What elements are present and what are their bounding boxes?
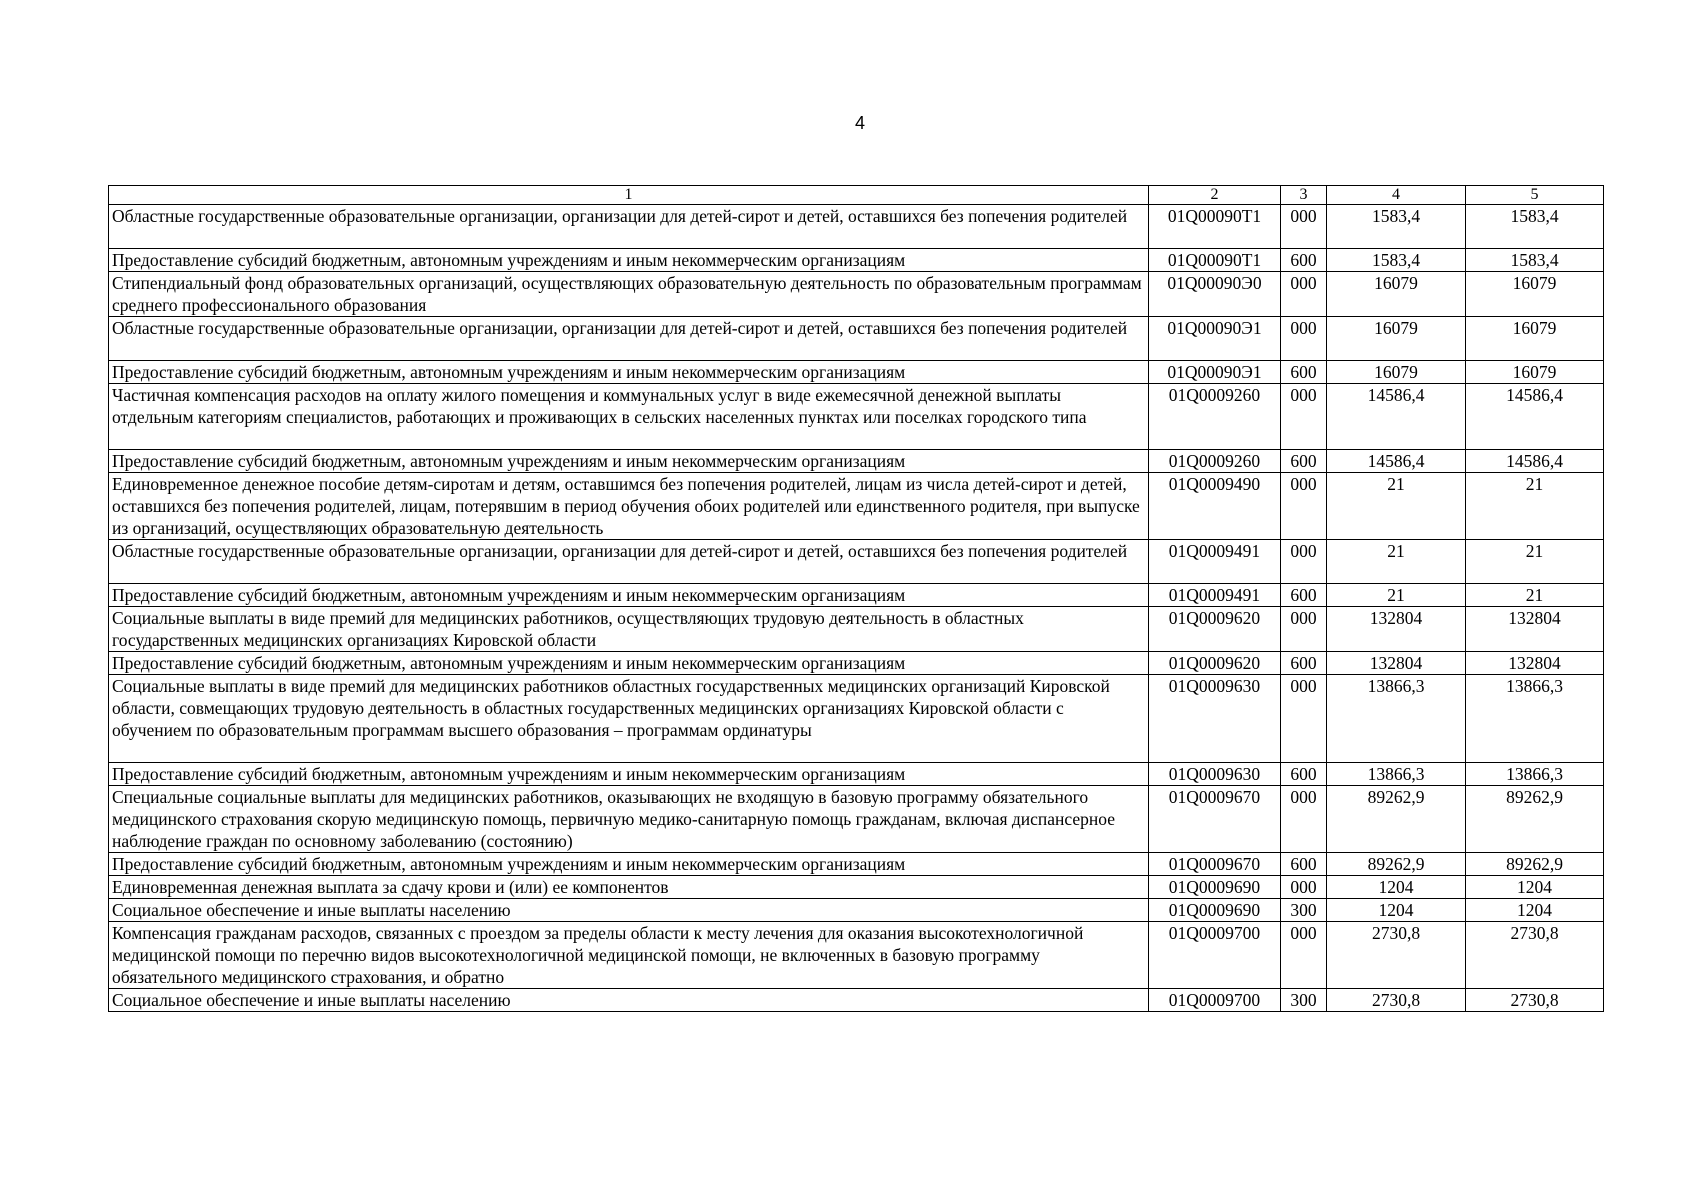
row-value-1: 132804 [1327,607,1466,652]
row-expense-type: 000 [1281,540,1327,584]
row-name: Специальные социальные выплаты для медицинских работников, оказывающих не входящую в базовую программу обязательного медицинского страхования скорую медицинскую помощь, первичную медико-санитарную помощь гражданам, включая диспансерное наблюдение граждан по основному заболеванию (состоянию) [109,786,1149,853]
row-value-2: 13866,3 [1466,675,1604,763]
table-row [109,853,1604,876]
table-row [109,876,1604,899]
row-value-1: 89262,9 [1327,786,1466,853]
row-expense-type: 600 [1281,249,1327,272]
row-code: 01Q0009670 [1149,786,1281,853]
row-name: Единовременная денежная выплата за сдачу крови и (или) ее компонентов [109,876,1149,899]
row-value-2: 21 [1466,584,1604,607]
row-code: 01Q0009630 [1149,675,1281,763]
row-name: Стипендиальный фонд образовательных организаций, осуществляющих образовательную деятельность по образовательным программам среднего профессионального образования [109,272,1149,317]
row-value-1: 13866,3 [1327,675,1466,763]
header-row [109,186,1604,205]
row-code: 01Q0009690 [1149,899,1281,922]
row-name: Социальное обеспечение и иные выплаты населению [109,989,1149,1012]
row-value-1: 1204 [1327,899,1466,922]
table-row [109,584,1604,607]
row-code: 01Q00090Э1 [1149,361,1281,384]
row-name: Предоставление субсидий бюджетным, автономным учреждениям и иным некоммерческим организациям [109,763,1149,786]
row-expense-type: 000 [1281,473,1327,540]
row-value-1: 132804 [1327,652,1466,675]
row-expense-type: 600 [1281,652,1327,675]
row-value-2: 1583,4 [1466,205,1604,249]
row-value-2: 16079 [1466,272,1604,317]
row-code: 01Q0009630 [1149,763,1281,786]
row-value-1: 1583,4 [1327,249,1466,272]
table-row [109,675,1604,763]
row-value-1: 89262,9 [1327,853,1466,876]
row-name: Единовременное денежное пособие детям-сиротам и детям, оставшимся без попечения родителей, лицам из числа детей-сирот и детей, оставшихся без попечения родителей, лицам, потерявшим в период обучения обоих родителей или единственного родителя, при выпуске из организаций, осуществляющих образовательную деятельность [109,473,1149,540]
row-code: 01Q00090T1 [1149,205,1281,249]
row-code: 01Q0009700 [1149,989,1281,1012]
header-col-1: 1 [109,186,1149,205]
row-value-2: 16079 [1466,317,1604,361]
row-expense-type: 000 [1281,272,1327,317]
row-name: Областные государственные образовательные организации, организации для детей-сирот и детей, оставшихся без попечения родителей [109,540,1149,584]
row-expense-type: 000 [1281,786,1327,853]
row-code: 01Q0009260 [1149,384,1281,450]
row-expense-type: 000 [1281,675,1327,763]
table-row [109,989,1604,1012]
row-value-1: 16079 [1327,361,1466,384]
row-value-1: 21 [1327,584,1466,607]
row-value-2: 2730,8 [1466,989,1604,1012]
row-expense-type: 000 [1281,607,1327,652]
row-code: 01Q00090Э1 [1149,317,1281,361]
table-row [109,205,1604,249]
row-value-1: 21 [1327,473,1466,540]
row-code: 01Q00090T1 [1149,249,1281,272]
row-expense-type: 300 [1281,899,1327,922]
table-row [109,922,1604,989]
row-code: 01Q0009260 [1149,450,1281,473]
row-value-1: 14586,4 [1327,450,1466,473]
row-name: Предоставление субсидий бюджетным, автономным учреждениям и иным некоммерческим организациям [109,249,1149,272]
row-expense-type: 000 [1281,317,1327,361]
row-code: 01Q0009490 [1149,473,1281,540]
row-name: Предоставление субсидий бюджетным, автономным учреждениям и иным некоммерческим организациям [109,450,1149,473]
row-code: 01Q0009491 [1149,540,1281,584]
header-col-2: 2 [1149,186,1281,205]
table-row [109,361,1604,384]
budget-table [108,185,1604,1012]
row-value-2: 16079 [1466,361,1604,384]
row-value-2: 21 [1466,473,1604,540]
row-expense-type: 000 [1281,205,1327,249]
table-row [109,473,1604,540]
row-name: Предоставление субсидий бюджетным, автономным учреждениям и иным некоммерческим организациям [109,361,1149,384]
row-expense-type: 000 [1281,922,1327,989]
row-expense-type: 600 [1281,361,1327,384]
row-expense-type: 300 [1281,989,1327,1012]
row-value-1: 13866,3 [1327,763,1466,786]
table-row [109,249,1604,272]
row-expense-type: 600 [1281,584,1327,607]
table-row [109,317,1604,361]
row-value-2: 89262,9 [1466,853,1604,876]
row-name: Областные государственные образовательные организации, организации для детей-сирот и детей, оставшихся без попечения родителей [109,205,1149,249]
header-col-3: 3 [1281,186,1327,205]
table-row [109,384,1604,450]
row-value-2: 21 [1466,540,1604,584]
table-row [109,607,1604,652]
header-col-4: 4 [1327,186,1466,205]
header-col-5: 5 [1466,186,1604,205]
row-value-1: 16079 [1327,272,1466,317]
row-code: 01Q0009620 [1149,652,1281,675]
row-value-1: 1583,4 [1327,205,1466,249]
row-value-2: 2730,8 [1466,922,1604,989]
table-row [109,540,1604,584]
row-name: Социальное обеспечение и иные выплаты населению [109,899,1149,922]
table-row [109,272,1604,317]
table-row [109,763,1604,786]
row-value-1: 1204 [1327,876,1466,899]
row-value-1: 21 [1327,540,1466,584]
table-row [109,899,1604,922]
row-name: Предоставление субсидий бюджетным, автономным учреждениям и иным некоммерческим организациям [109,652,1149,675]
row-value-2: 89262,9 [1466,786,1604,853]
table-row [109,450,1604,473]
row-expense-type: 600 [1281,853,1327,876]
row-code: 01Q00090Э0 [1149,272,1281,317]
row-name: Социальные выплаты в виде премий для медицинских работников, осуществляющих трудовую деятельность в областных государственных медицинских организациях Кировской области [109,607,1149,652]
row-value-2: 1204 [1466,876,1604,899]
row-code: 01Q0009700 [1149,922,1281,989]
row-expense-type: 600 [1281,450,1327,473]
row-code: 01Q0009620 [1149,607,1281,652]
row-value-2: 13866,3 [1466,763,1604,786]
row-value-2: 132804 [1466,607,1604,652]
table-row [109,786,1604,853]
row-name: Социальные выплаты в виде премий для медицинских работников областных государственных медицинских организаций Кировской области, совмещающих трудовую деятельность в областных государственных медицинских организациях Кировской области с обучением по образовательным программам высшего образования – программам ординатуры [109,675,1149,763]
row-value-2: 14586,4 [1466,384,1604,450]
row-value-1: 14586,4 [1327,384,1466,450]
row-value-1: 2730,8 [1327,922,1466,989]
row-code: 01Q0009491 [1149,584,1281,607]
row-name: Компенсация гражданам расходов, связанных с проездом за пределы области к месту лечения для оказания высокотехнологичной медицинской помощи по перечню видов высокотехнологичной медицинской помощи, не включенных в базовую программу обязательного медицинского страхования, и обратно [109,922,1149,989]
row-expense-type: 600 [1281,763,1327,786]
row-expense-type: 000 [1281,384,1327,450]
row-value-1: 2730,8 [1327,989,1466,1012]
row-value-2: 1583,4 [1466,249,1604,272]
row-code: 01Q0009670 [1149,853,1281,876]
row-name: Предоставление субсидий бюджетным, автономным учреждениям и иным некоммерческим организациям [109,853,1149,876]
row-code: 01Q0009690 [1149,876,1281,899]
row-value-2: 14586,4 [1466,450,1604,473]
page-number: 4 [854,113,865,133]
row-value-2: 1204 [1466,899,1604,922]
row-name: Частичная компенсация расходов на оплату жилого помещения и коммунальных услуг в виде ежемесячной денежной выплаты отдельным категориям специалистов, работающих и проживающих в сельских населенных пунктах или поселках городского типа [109,384,1149,450]
row-value-2: 132804 [1466,652,1604,675]
row-value-1: 16079 [1327,317,1466,361]
table-row [109,652,1604,675]
row-expense-type: 000 [1281,876,1327,899]
row-name: Предоставление субсидий бюджетным, автономным учреждениям и иным некоммерческим организациям [109,584,1149,607]
row-name: Областные государственные образовательные организации, организации для детей-сирот и детей, оставшихся без попечения родителей [109,317,1149,361]
